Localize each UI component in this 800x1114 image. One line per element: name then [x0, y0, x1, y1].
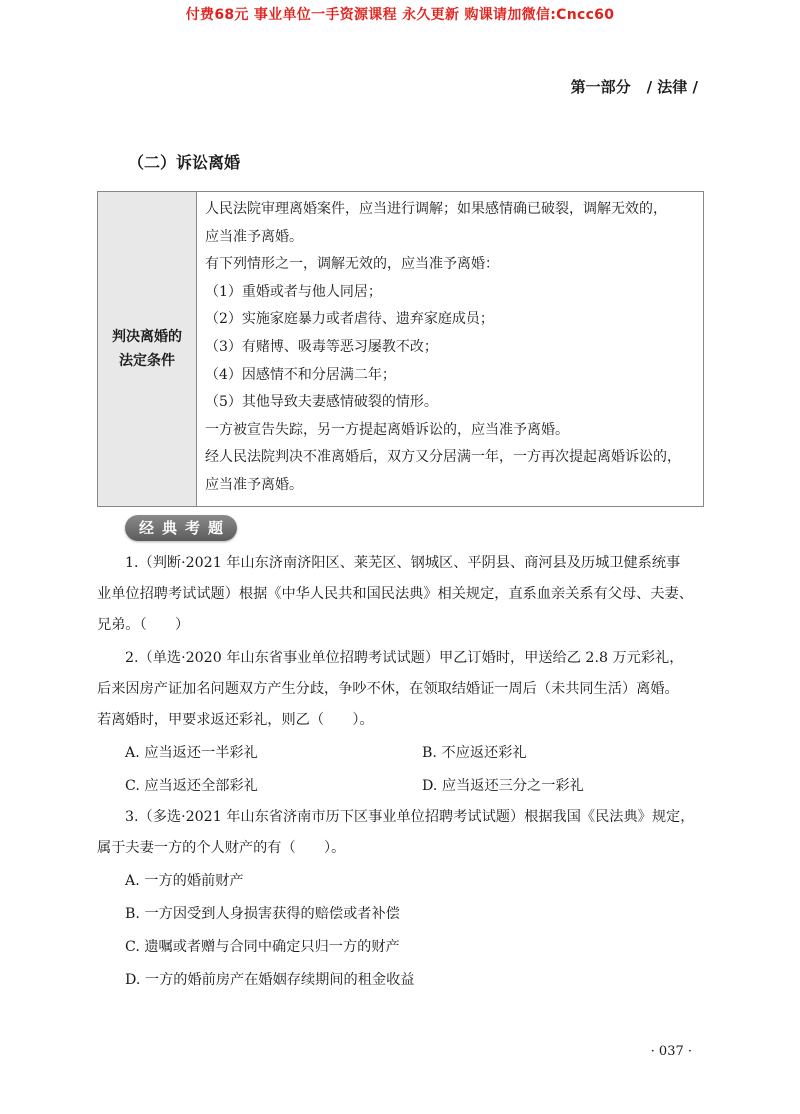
question-1	[97, 548, 717, 641]
option-c: C. 遗嘱或者赠与合同中确定只归一方的财产	[125, 939, 400, 955]
option-b: B. 一方因受到人身损害获得的赔偿或者补偿	[125, 906, 400, 922]
rule-label-line: 判决离婚的	[112, 328, 182, 345]
options-row	[97, 771, 717, 802]
question-line: 3.（多选·2021 年山东省济南市历下区事业单位招聘考试试题）根据我国《民法典》规定，	[125, 809, 695, 825]
option-d: D. 应当返还三分之一彩礼	[422, 778, 584, 794]
rule-line: 经人民法院判决不准离婚后，双方又分居满一年，一方再次提起离婚诉讼的，	[205, 449, 681, 466]
rule-line: （4）因感情不和分居满二年；	[205, 366, 396, 383]
question-line: 业单位招聘考试试题）根据《中华人民共和国民法典》相关规定，直系血亲关系有父母、夫妻、	[97, 586, 693, 602]
rule-line: （1）重婚或者与他人同居；	[205, 283, 382, 300]
question-line: 2.（单选·2020 年山东省事业单位招聘考试试题）甲乙订婚时，甲送给乙 2.8 万元彩礼，	[125, 650, 684, 666]
running-header	[571, 76, 704, 97]
rule-line: 应当准予离婚。	[205, 476, 303, 493]
header-part: 第一部分	[570, 78, 631, 96]
rule-line: （5）其他导致夫妻感情破裂的情形。	[205, 394, 438, 411]
question-2	[97, 643, 717, 802]
rule-line: （2）实施家庭暴力或者虐待、遗弃家庭成员；	[205, 311, 494, 328]
rule-table-label	[98, 192, 197, 507]
rule-line: 应当准予离婚。	[205, 228, 303, 245]
question-line: 若离婚时，甲要求返还彩礼，则乙（ ）。	[97, 712, 374, 728]
question-line: 后来因房产证加名问题双方产生分歧，争吵不休，在领取结婚证一周后（未共同生活）离婚。	[97, 681, 679, 697]
rule-table	[97, 191, 704, 507]
question-line: 兄弟。（ ）	[97, 617, 190, 633]
exercise-badge-text: 经典考题	[138, 519, 231, 537]
exercise-badge	[125, 515, 237, 541]
rule-table-content	[197, 192, 704, 507]
option-a: A. 一方的婚前财产	[125, 873, 244, 889]
question-line: 属于夫妻一方的个人财产的有（ ）。	[97, 840, 346, 856]
rule-label-line: 法定条件	[119, 352, 175, 369]
option-d: D. 一方的婚前房产在婚姻存续期间的租金收益	[125, 972, 415, 988]
rule-line: 一方被宣告失踪，另一方提起离婚诉讼的，应当准予离婚。	[205, 421, 569, 438]
option-c: C. 应当返还全部彩礼	[125, 778, 258, 794]
rule-line: 人民法院审理离婚案件，应当进行调解；如果感情确已破裂，调解无效的，	[205, 201, 667, 217]
section-title: （二）诉讼离婚	[128, 153, 241, 172]
question-3	[97, 802, 717, 996]
rule-line: 有下列情形之一，调解无效的，应当准予离婚：	[205, 256, 499, 273]
rule-line: （3）有赌博、吸毒等恶习屡教不改；	[205, 338, 438, 355]
question-list	[97, 548, 717, 996]
watermark-banner: 付费68元 事业单位一手资源课程 永久更新 购课请加微信:Cncc60	[185, 7, 615, 23]
option-b: B. 不应返还彩礼	[422, 745, 527, 761]
options-row	[97, 738, 717, 769]
page-number: · 037 ·	[650, 1044, 692, 1059]
question-line: 1.（判断·2021 年山东济南济阳区、莱芜区、钢城区、平阴县、商河县及历城卫健系统事	[125, 555, 681, 571]
header-subject: / 法律 /	[646, 78, 698, 96]
option-a: A. 应当返还一半彩礼	[125, 745, 258, 761]
